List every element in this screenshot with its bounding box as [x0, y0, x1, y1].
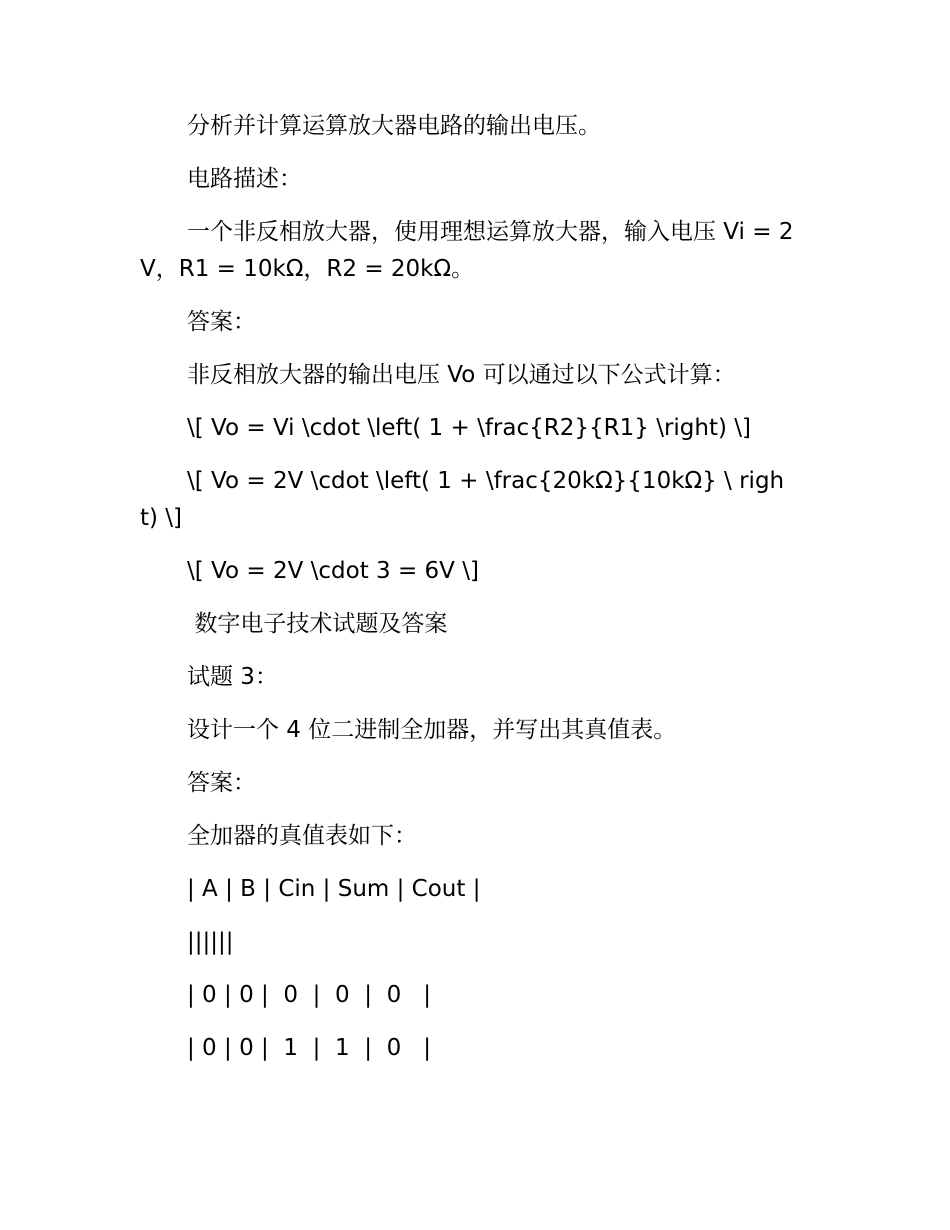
truth-table-row: | 0 | 0 | 1 | 1 | 0 |: [187, 1035, 431, 1061]
truth-table-intro: 全加器的真值表如下：: [187, 823, 417, 849]
question-instruction: 分析并计算运算放大器电路的输出电压。: [187, 113, 601, 139]
formula-line: \[ Vo = Vi \cdot \left( 1 + \frac{R2}{R1} \right) \]: [187, 415, 751, 441]
question-text: 设计一个 4 位二进制全加器，并写出其真值表。: [187, 717, 677, 743]
circuit-description: 一个非反相放大器，使用理想运算放大器，输入电压 Vi = 2V，R1 = 10kΩ，R2 = 20kΩ。: [140, 219, 794, 282]
formula-line: \[ Vo = 2V \cdot 3 = 6V \]: [187, 558, 479, 584]
formula-line: \[ Vo = 2V \cdot \left( 1 + \frac{20kΩ}{10kΩ} \ right) \]: [140, 468, 785, 531]
document-body: [140, 108, 800, 1083]
truth-table-separator: ||||||: [187, 929, 234, 955]
truth-table-header: | A | B | Cin | Sum | Cout |: [187, 876, 481, 902]
question-number: 试题 3：: [187, 664, 278, 690]
circuit-description-label: 电路描述：: [187, 166, 302, 192]
answer-label: 答案：: [187, 309, 256, 335]
section-heading: 数字电子技术试题及答案: [187, 611, 448, 637]
truth-table-row: | 0 | 0 | 0 | 0 | 0 |: [187, 982, 431, 1008]
answer-intro: 非反相放大器的输出电压 Vo 可以通过以下公式计算：: [187, 362, 736, 388]
answer-label: 答案：: [187, 770, 256, 796]
